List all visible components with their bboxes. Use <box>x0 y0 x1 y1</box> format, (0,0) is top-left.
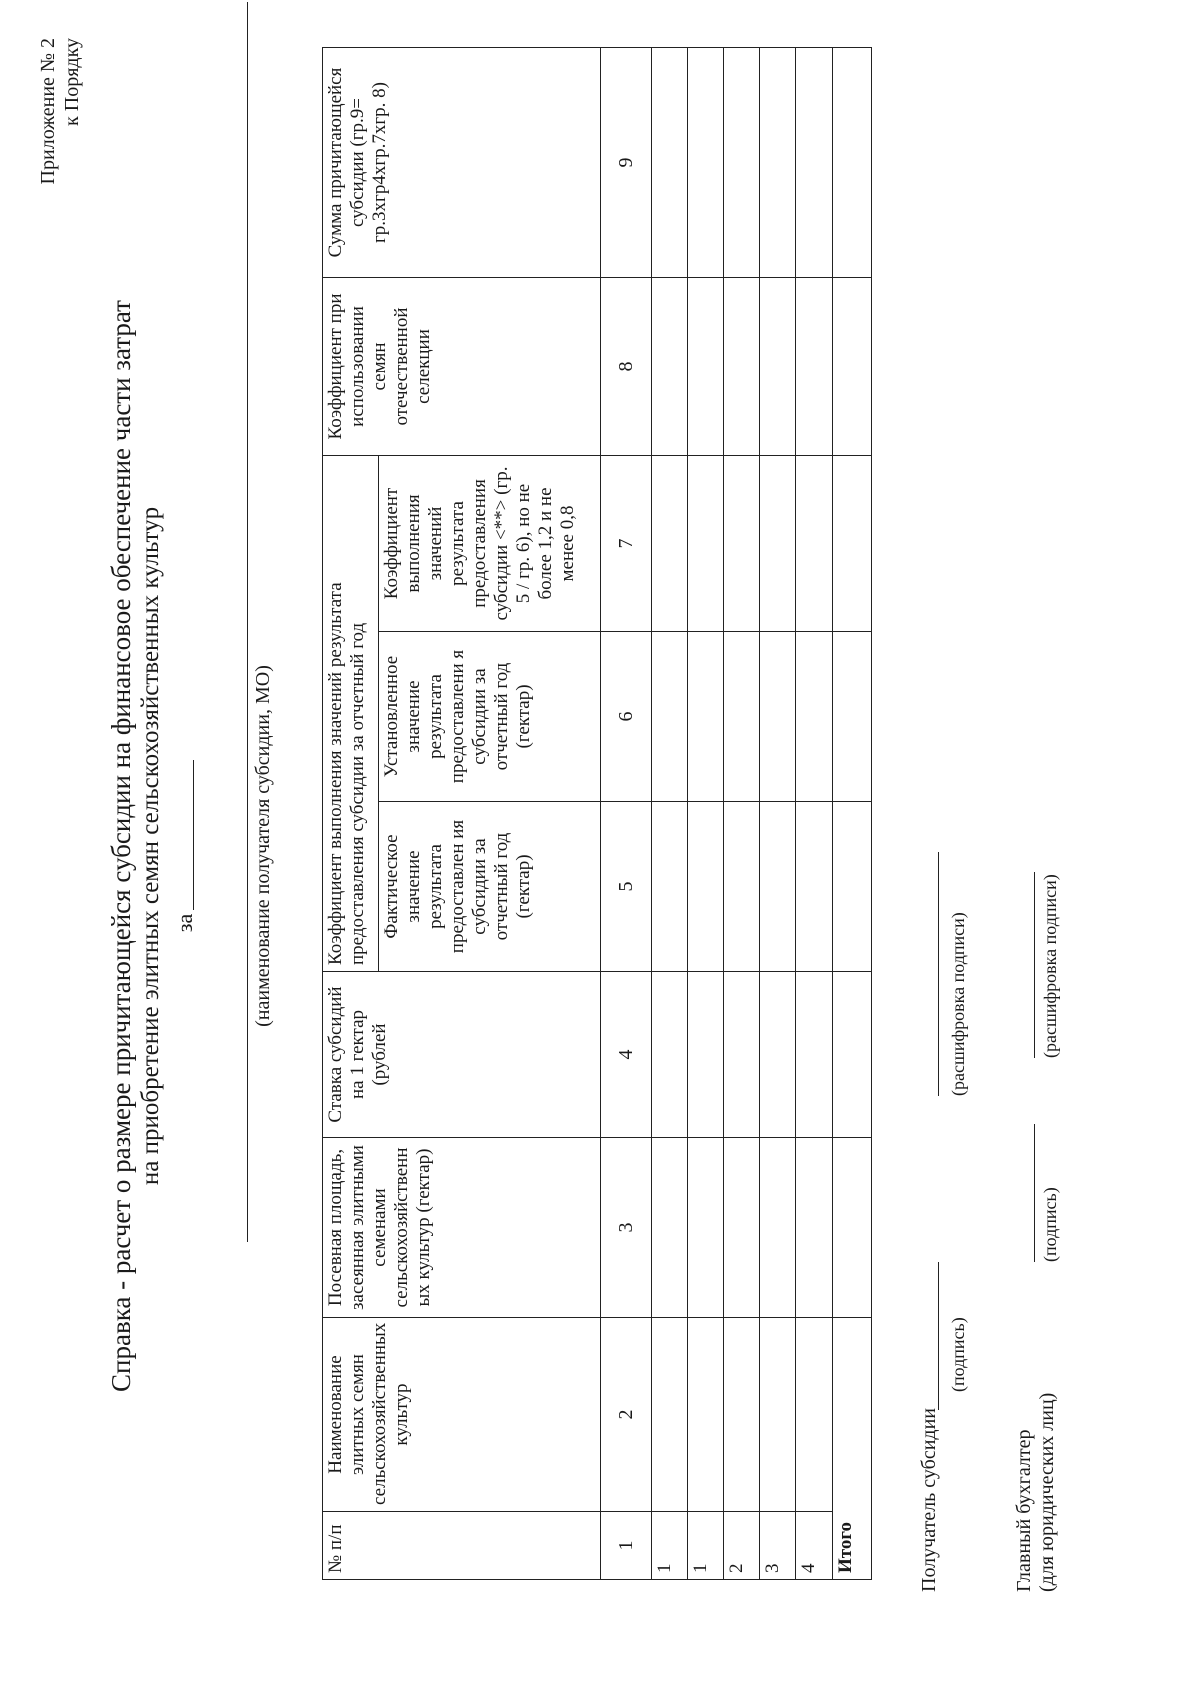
row-number: 1 <box>652 1512 688 1580</box>
table-cell[interactable] <box>760 1138 796 1318</box>
column-number: 8 <box>600 277 651 455</box>
table-cell[interactable] <box>724 632 760 802</box>
column-number: 1 <box>600 1512 651 1580</box>
recipient-blank-line[interactable] <box>247 2 248 1242</box>
total-label: Итого <box>832 1318 871 1580</box>
header-domestic-coefficient: Коэффициент при использовании семян отечественной селекции <box>323 277 601 455</box>
header-subsidy-sum: Сумма причитающейся субсидии (гр.9= гр.3хгр4хгр.7хгр. 8) <box>323 47 601 277</box>
table-cell[interactable] <box>796 802 832 972</box>
table-cell[interactable] <box>688 1318 724 1512</box>
header-set-value: Установленное значение результата предоставлени я субсидии за отчетный год (гектар) <box>378 632 600 802</box>
row-number: 1 <box>688 1512 724 1580</box>
table-cell[interactable] <box>688 802 724 972</box>
table-cell[interactable] <box>796 1138 832 1318</box>
title-line-1: Справка - расчет о размере причитающейся субсидии на финансовое обеспечение части затрат <box>106 300 136 1392</box>
row-number: 3 <box>760 1512 796 1580</box>
table-cell[interactable] <box>760 47 796 277</box>
table-row <box>652 47 688 1579</box>
table-cell[interactable] <box>652 802 688 972</box>
table-cell[interactable] <box>724 455 760 631</box>
table-cell[interactable] <box>760 632 796 802</box>
table-cell[interactable] <box>796 1318 832 1512</box>
header-sown-area: Посевная площадь, засеянная элитными семенами сельскохозяйственн ых культур (гектар) <box>323 1138 601 1318</box>
recipient-signature-label: Получатель субсидии <box>918 1408 940 1592</box>
period-blank-field[interactable] <box>193 760 194 910</box>
column-number: 2 <box>600 1318 651 1512</box>
table-cell[interactable] <box>760 277 796 455</box>
header-row-1 <box>323 47 379 1579</box>
accountant-signature-field[interactable] <box>1034 1124 1035 1262</box>
table-cell[interactable] <box>760 455 796 631</box>
header-coefficient-group: Коэффициент выполнения значений результата предоставления субсидии за отчетный год <box>323 455 379 971</box>
table-cell[interactable] <box>688 455 724 631</box>
accountant-decoding-caption: (расшифровка подписи) <box>1040 874 1060 1058</box>
table-cell[interactable] <box>652 47 688 277</box>
table-cell[interactable] <box>832 277 871 455</box>
column-number-row <box>600 47 651 1579</box>
table-cell[interactable] <box>760 1318 796 1512</box>
table-cell[interactable] <box>832 802 871 972</box>
table-cell[interactable] <box>832 972 871 1138</box>
recipient-decoding-caption: (расшифровка подписи) <box>948 912 968 1096</box>
header-number: № п/п <box>323 1512 601 1580</box>
period-line <box>172 0 198 1692</box>
row-number: 2 <box>724 1512 760 1580</box>
annex-line-1: Приложение № 2 <box>37 38 59 185</box>
total-row <box>832 47 871 1579</box>
header-rate: Ставка субсидий на 1 гектар (рублей <box>323 972 601 1138</box>
table-cell[interactable] <box>832 455 871 631</box>
accountant-label: Главный бухгалтер <box>1013 1429 1035 1592</box>
table-cell[interactable] <box>652 277 688 455</box>
table-cell[interactable] <box>652 972 688 1138</box>
header-actual-value: Фактическое значение результата предоставлен ия субсидии за отчетный год (гектар) <box>378 802 600 972</box>
table-cell[interactable] <box>724 277 760 455</box>
table-cell[interactable] <box>724 802 760 972</box>
period-label: за <box>172 913 197 933</box>
header-seed-name: Наименование элитных семян сельскохозяйственных культур <box>323 1318 601 1512</box>
header-fulfilment-coefficient: Коэффициент выполнения значений результата предоставления субсидии <**> (гр. 5 / гр. 6), но не более 1,2 и не менее 0,8 <box>378 455 600 631</box>
table-cell[interactable] <box>688 972 724 1138</box>
annex-note <box>36 38 84 184</box>
annex-line-2: к Порядку <box>61 38 83 126</box>
table-cell[interactable] <box>652 1138 688 1318</box>
table-cell[interactable] <box>652 632 688 802</box>
table-cell[interactable] <box>796 47 832 277</box>
table-cell[interactable] <box>760 972 796 1138</box>
column-number: 9 <box>600 47 651 277</box>
table-cell[interactable] <box>796 632 832 802</box>
accountant-decoding-field[interactable] <box>1034 872 1035 1058</box>
table-cell[interactable] <box>688 277 724 455</box>
table-cell[interactable] <box>796 277 832 455</box>
document-title <box>106 0 166 1692</box>
table-cell[interactable] <box>652 455 688 631</box>
column-number: 4 <box>600 972 651 1138</box>
table-cell[interactable] <box>688 1138 724 1318</box>
title-line-2: на приобретение элитных семян сельскохозяйственных культур <box>137 506 164 1186</box>
table-cell[interactable] <box>832 1138 871 1318</box>
table-row <box>796 47 832 1579</box>
column-number: 3 <box>600 1138 651 1318</box>
table-cell[interactable] <box>724 1138 760 1318</box>
accountant-signature-caption: (подпись) <box>1040 1187 1060 1262</box>
table-cell[interactable] <box>796 455 832 631</box>
recipient-signature-field[interactable] <box>938 1262 939 1410</box>
recipient-signature-caption: (подпись) <box>948 1317 968 1392</box>
column-number: 7 <box>600 455 651 631</box>
table-cell[interactable] <box>724 972 760 1138</box>
table-row <box>760 47 796 1579</box>
column-number: 6 <box>600 632 651 802</box>
table-cell[interactable] <box>688 632 724 802</box>
table-cell[interactable] <box>832 632 871 802</box>
subsidy-calculation-table <box>322 47 872 1580</box>
recipient-caption: (наименование получателя субсидии, МО) <box>252 665 274 1027</box>
table-row <box>724 47 760 1579</box>
table-cell[interactable] <box>724 47 760 277</box>
table-cell[interactable] <box>796 972 832 1138</box>
recipient-decoding-field[interactable] <box>938 852 939 1096</box>
column-number: 5 <box>600 802 651 972</box>
table-cell[interactable] <box>688 47 724 277</box>
accountant-sublabel: (для юридических лиц) <box>1036 1392 1058 1592</box>
row-number: 4 <box>796 1512 832 1580</box>
table-cell[interactable] <box>724 1318 760 1512</box>
table-cell[interactable] <box>832 47 871 277</box>
table-row <box>688 47 724 1579</box>
table-cell[interactable] <box>760 802 796 972</box>
table-cell[interactable] <box>652 1318 688 1512</box>
